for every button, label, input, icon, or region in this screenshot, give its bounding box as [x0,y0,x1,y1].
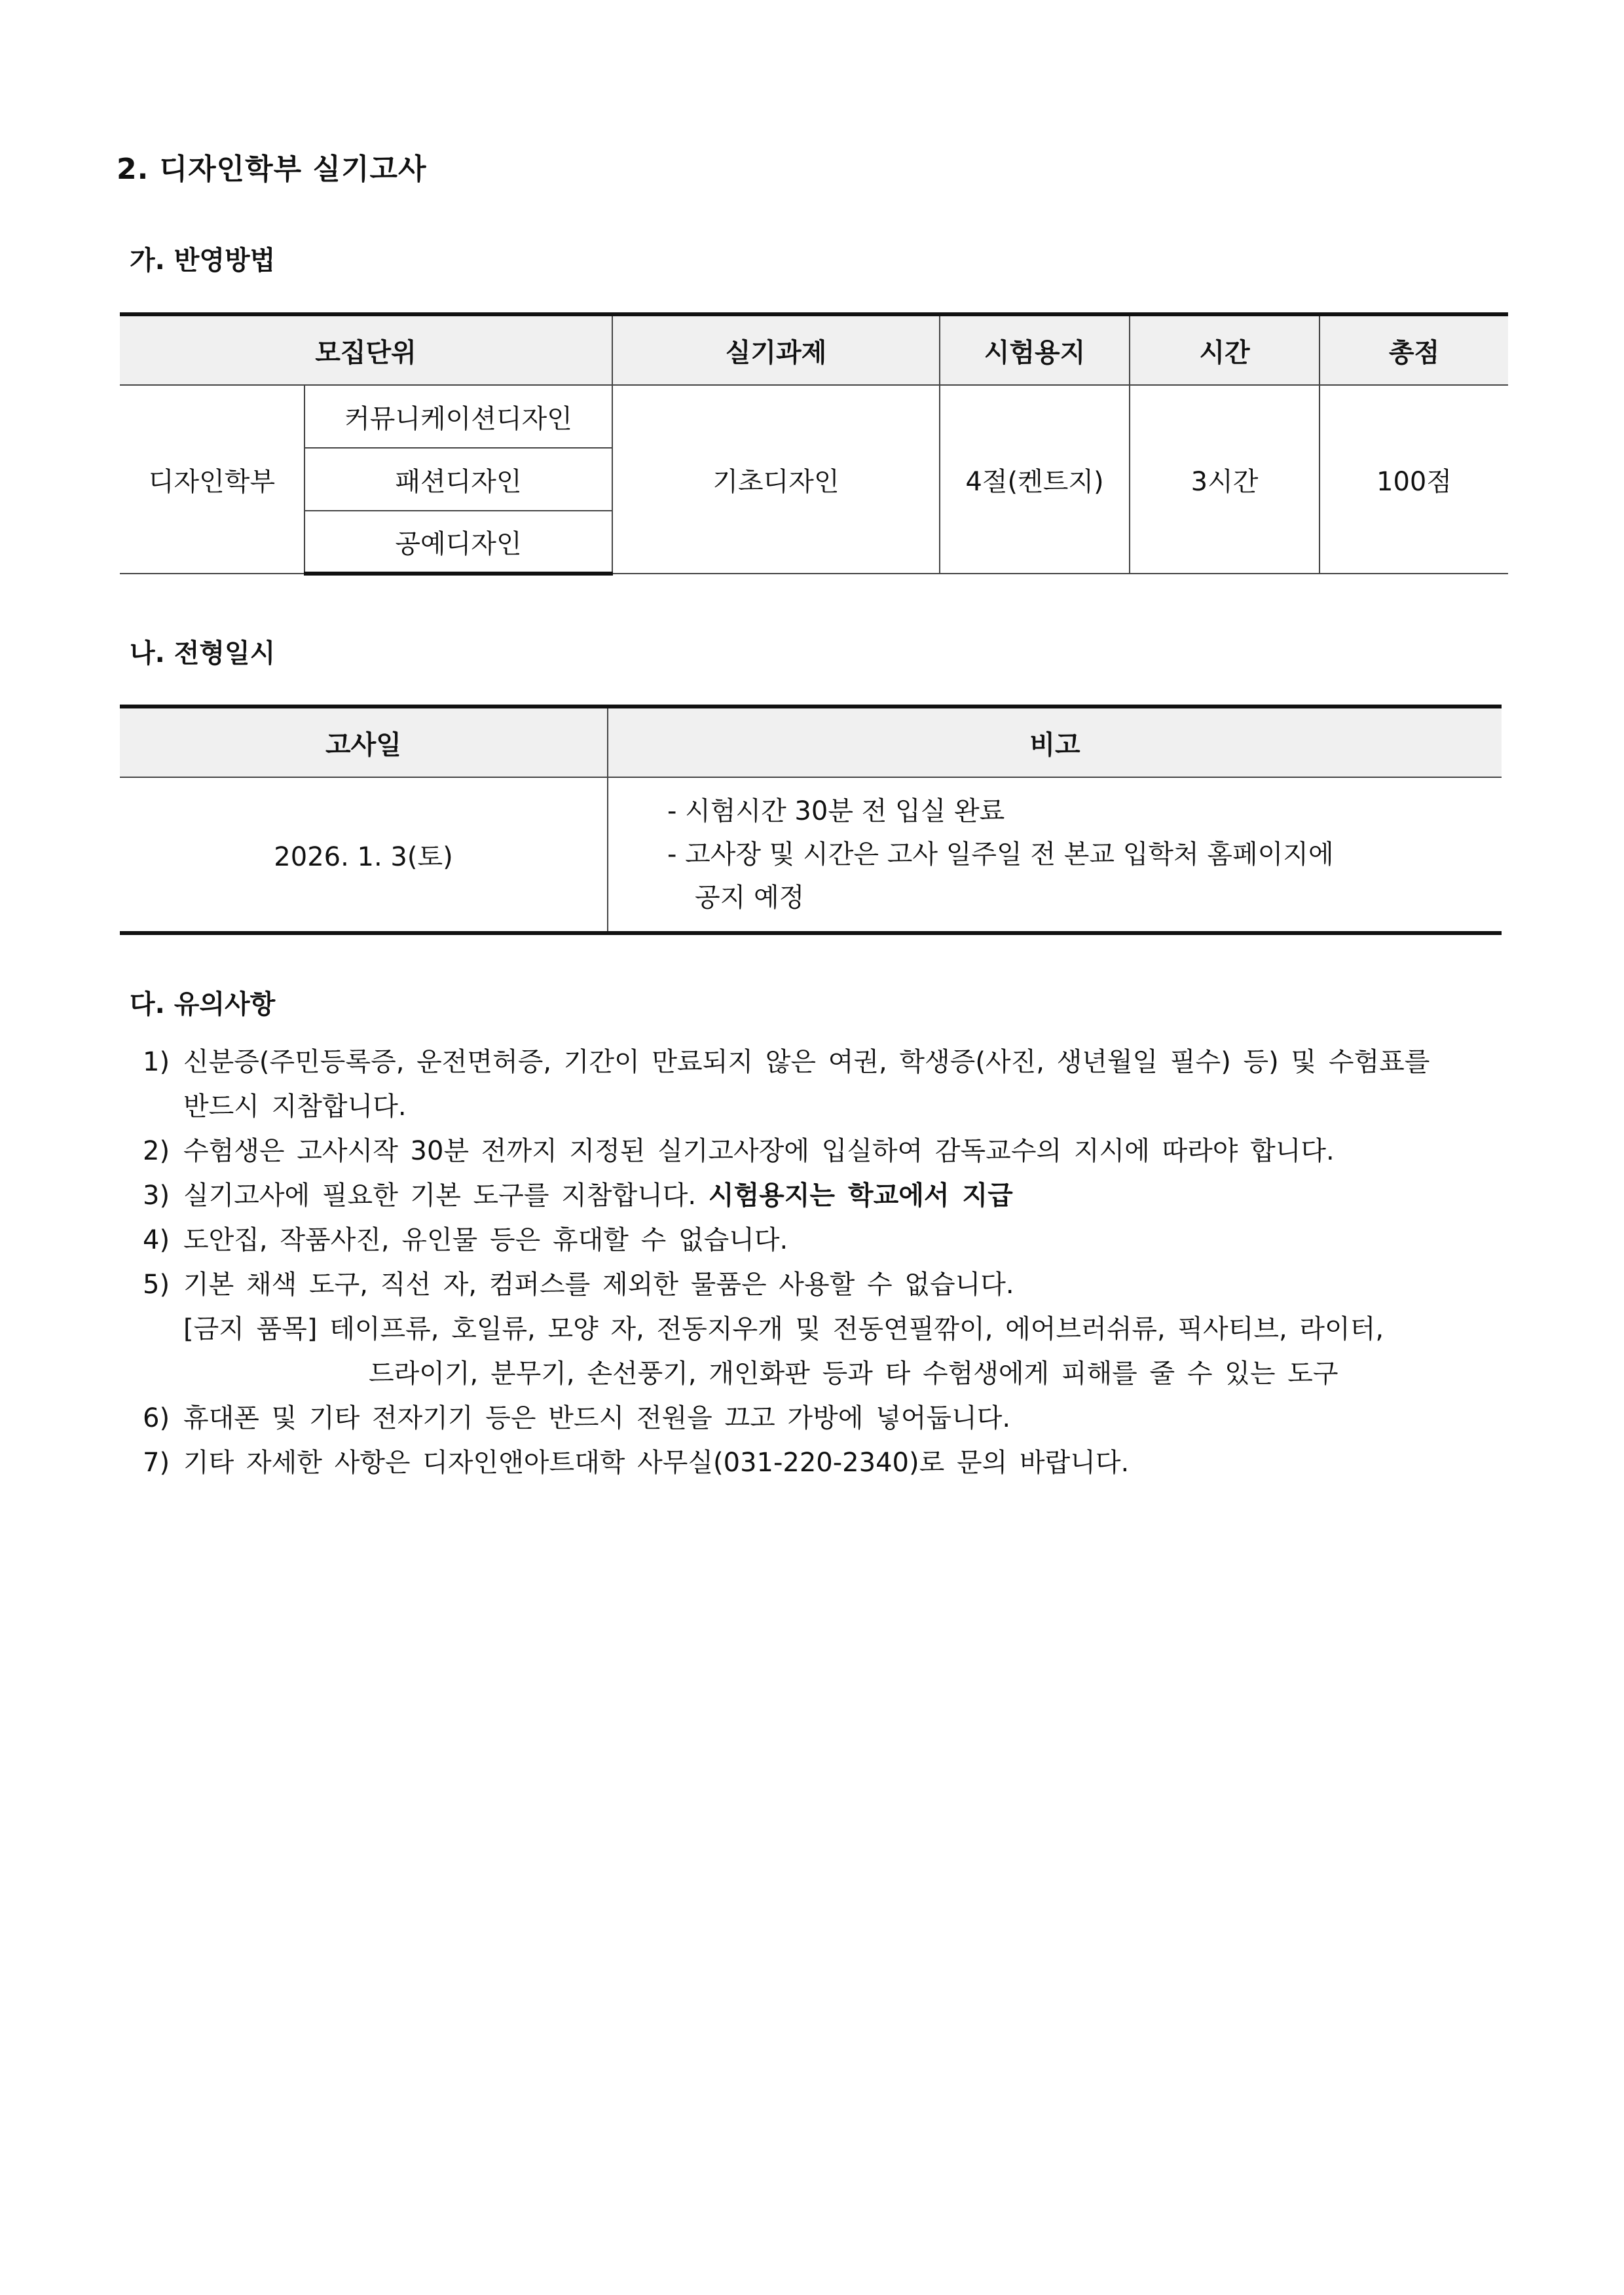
table-row [120,385,1508,448]
list-item [143,1129,1505,1173]
schedule-header-row [120,707,1502,777]
header-unit: 모집단위 [120,314,612,385]
note-number: 5) [143,1270,170,1300]
method-table [120,312,1508,576]
time-cell: 3시간 [1130,385,1320,574]
paper-cell: 4절(켄트지) [940,385,1130,574]
header-date: 고사일 [120,707,608,777]
header-remarks: 비고 [608,707,1502,777]
list-item [143,1396,1505,1441]
note-text: 기타 자세한 사항은 디자인앤아트대학 사무실(031-220-2340)로 문의 바랍니다. [183,1448,1130,1478]
table-row [120,777,1502,933]
note-number: 6) [143,1403,170,1433]
remark-line: 공지 예정 [695,883,805,913]
schedule-table [120,705,1502,935]
note-text: 도안집, 작품사진, 유인물 등은 휴대할 수 없습니다. [183,1225,788,1255]
page-title: 2. 디자인학부 실기고사 [117,153,427,186]
method-header-row [120,314,1508,385]
notes-heading: 다. 유의사항 [130,989,276,1019]
header-total: 총점 [1320,314,1508,385]
note-text: 수험생은 고사시작 30분 전까지 지정된 실기고사장에 입실하여 감독교수의 지시에 따라야 합니다. [183,1136,1335,1166]
list-item [143,1040,1505,1084]
notes-list [143,1040,1505,1485]
exam-date-cell: 2026. 1. 3(토) [120,777,608,933]
note-text: 신분증(주민등록증, 운전면허증, 기간이 만료되지 않은 여권, 학생증(사진, 생년월일 필수) 등) 및 수험표를 [183,1047,1430,1077]
total-cell: 100점 [1320,385,1508,574]
list-item [143,1218,1505,1262]
prohibited-items: [금지 품목] 테이프류, 호일류, 모양 자, 전동지우개 및 전동연필깎이, 에어브러쉬류, 픽사티브, 라이터, [183,1314,1384,1344]
header-paper: 시험용지 [940,314,1130,385]
major-cell: 공예디자인 [304,511,612,574]
note-number: 3) [143,1181,170,1211]
major-cell: 패션디자인 [304,448,612,511]
note-number: 7) [143,1448,170,1478]
note-number: 1) [143,1047,170,1077]
major-cell: 커뮤니케이션디자인 [304,385,612,448]
prohibited-items-continued: 드라이기, 분무기, 손선풍기, 개인화판 등과 타 수험생에게 피해를 줄 수 있는 도구 [369,1359,1338,1389]
note-number: 4) [143,1225,170,1255]
list-item [143,1262,1505,1307]
division-cell: 디자인학부 [120,385,304,574]
list-item [143,1441,1505,1485]
header-task: 실기과제 [612,314,940,385]
remark-line: - 고사장 및 시간은 고사 일주일 전 본교 입학처 홈페이지에 [667,839,1334,870]
note-continuation: 반드시 지참합니다. [183,1092,407,1122]
note-text: 기본 채색 도구, 직선 자, 컴퍼스를 제외한 물품은 사용할 수 없습니다. [183,1270,1014,1300]
remarks-cell [608,777,1502,933]
note-emphasis: 시험용지는 학교에서 지급 [708,1181,1013,1211]
note-text: 실기고사에 필요한 기본 도구를 지참합니다. [183,1181,697,1211]
note-text: 휴대폰 및 기타 전자기기 등은 반드시 전원을 끄고 가방에 넣어둡니다. [183,1403,1011,1433]
method-heading: 가. 반영방법 [130,246,276,276]
task-cell: 기초디자인 [612,385,940,574]
note-number: 2) [143,1136,170,1166]
list-item [143,1173,1505,1218]
schedule-heading: 나. 전형일시 [130,638,276,669]
header-time: 시간 [1130,314,1320,385]
remark-line: - 시험시간 30분 전 입실 완료 [667,796,1005,826]
